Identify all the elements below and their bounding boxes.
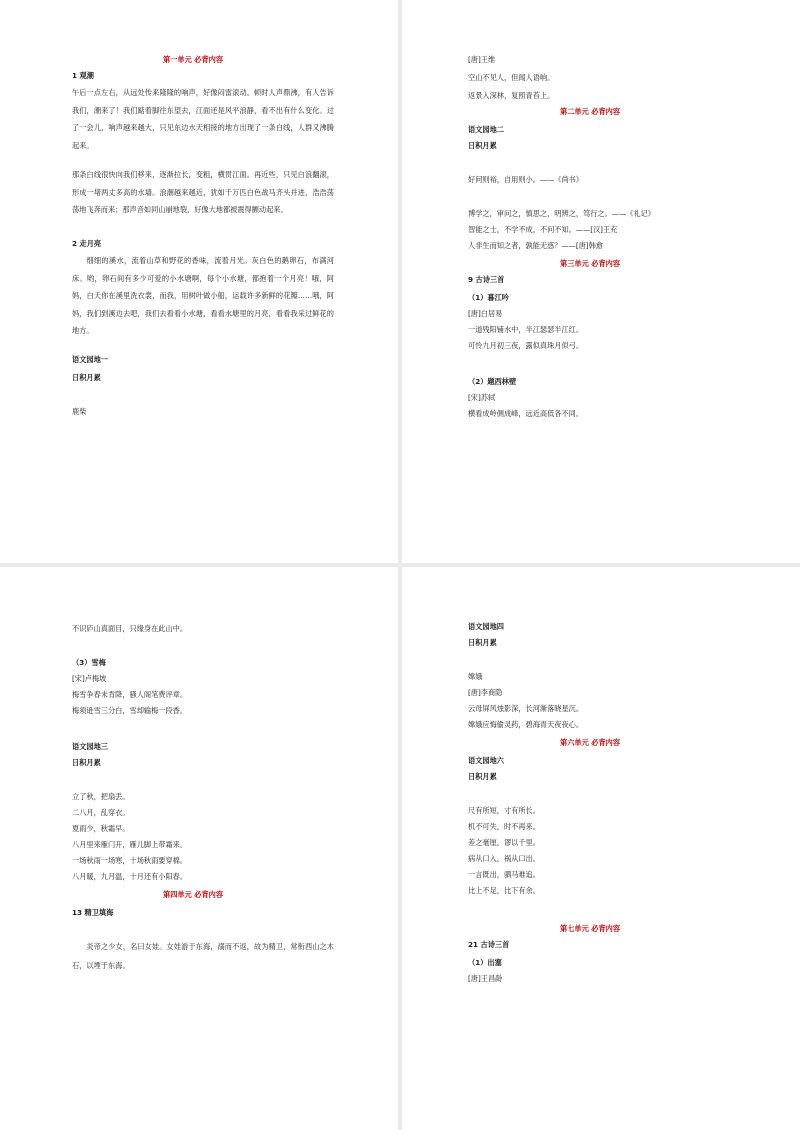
- poem-author: [唐]王维: [468, 55, 496, 64]
- poem-line: 空山不见人，但闻人语响。: [468, 73, 555, 82]
- poem-line: 梅须逊雪三分白，雪却输梅一段香。: [72, 706, 188, 715]
- unit-heading: 第二单元 必背内容: [560, 107, 621, 116]
- page-4: [402, 567, 800, 1130]
- poem-title: （3）雪梅: [72, 658, 106, 667]
- poem-title: 嫦娥: [468, 672, 483, 681]
- saying: 二八月，乱穿衣。: [72, 808, 130, 817]
- lesson-title: 9 古诗三首: [468, 275, 505, 284]
- unit-heading: 第一单元 必背内容: [163, 55, 224, 64]
- saying: 一场秋雨一场寒，十场秋雨要穿棉。: [72, 856, 188, 865]
- paragraph: 细细的溪水，流着山草和野花的香味，流着月光。灰白色的鹅卵石，布满河床。哟，卵石间有多少可爱的小水塘啊，每个小水塘，都抱着一个月亮！哦，阿妈，白天你在溪里洗衣裳，而我，用树叶做小船，运载许多新鲜的花瓣……哦，阿妈，我们到溪边去吧，我们去看看小水塘，看看水塘里的月亮，看看我采过鲜花的地方。: [72, 256, 334, 335]
- page-3: [0, 567, 398, 1130]
- poem-line: 云母屏风烛影深，长河渐落晓星沉。: [468, 704, 584, 713]
- saying: 尺有所短，寸有所长。: [468, 806, 540, 815]
- poem-title: （1）出塞: [468, 958, 502, 967]
- quote: 智能之士，不学不成，不问不知。——[汉]王充: [468, 225, 618, 234]
- saying: 一言既出，驷马难追。: [468, 870, 540, 879]
- lesson-title: 2 走月亮: [72, 239, 102, 248]
- unit-heading: 第三单元 必背内容: [560, 259, 621, 268]
- poem-author: [唐]王昌龄: [468, 974, 503, 983]
- poem-line: 可怜九月初三夜，露似真珠月似弓。: [468, 341, 584, 350]
- poem-line: 横看成岭侧成峰，远近高低各不同。: [468, 409, 584, 418]
- poem-line: 返景入深林，复照青苔上。: [468, 91, 555, 100]
- quote: 博学之，审问之，慎思之，明辨之，笃行之。——《礼记》: [468, 209, 655, 218]
- poem-title: （1）暮江吟: [468, 293, 509, 302]
- section-subtitle: 日积月累: [468, 638, 497, 647]
- page-1: [0, 0, 398, 563]
- paragraph: 那条白线很快向我们移来，逐渐拉长，变粗，横贯江面。再近些，只见白浪翻滚，形成一堵两丈多高的水墙。浪潮越来越近，犹如千万匹白色战马齐头并进，浩浩荡荡地飞奔而来；那声音如同山崩地裂，好像大地都被震得颤动起来。: [72, 170, 334, 214]
- unit-heading: 第四单元 必背内容: [163, 890, 224, 899]
- poem-author: [宋]卢梅坡: [72, 674, 107, 683]
- lesson-title: 1 观潮: [72, 71, 94, 80]
- paragraph: 午后一点左右，从远处传来隆隆的响声，好像闷雷滚动。顿时人声鼎沸，有人告诉我们，潮来了！我们踮着脚往东望去，江面还是风平浪静，看不出有什么变化。过了一会儿，响声越来越大，只见东边水天相接的地方出现了一条白线，人群又沸腾起来。: [72, 88, 334, 150]
- section-title: 语文园地四: [468, 622, 504, 631]
- poem-author: [唐]白居易: [468, 309, 503, 318]
- section-title: 语文园地三: [72, 742, 108, 751]
- page-2: [402, 0, 800, 563]
- section-subtitle: 日积月累: [468, 141, 497, 150]
- saying: 病从口入，祸从口出。: [468, 854, 540, 863]
- unit-heading: 第七单元 必背内容: [560, 924, 621, 933]
- poem-title: （2）题西林壁: [468, 377, 517, 386]
- saying: 差之毫厘，谬以千里。: [468, 838, 540, 847]
- lesson-title: 13 精卫填海: [72, 908, 114, 917]
- quote: 人非生而知之者，孰能无惑？——[唐]韩愈: [468, 241, 603, 250]
- saying: 夏雨少，秋霜早。: [72, 824, 130, 833]
- saying: 立了秋，把扇丢。: [72, 792, 130, 801]
- saying: 机不可失，时不再来。: [468, 822, 540, 831]
- poem-author: [唐]李商隐: [468, 688, 503, 697]
- section-subtitle: 日积月累: [72, 373, 101, 382]
- unit-heading: 第六单元 必背内容: [560, 738, 621, 747]
- poem-line: 梅雪争春未肯降，骚人阁笔费评章。: [72, 690, 188, 699]
- quote: 好问则裕，自用则小。——《尚书》: [468, 175, 584, 184]
- saying: 八月暖，九月温，十月还有小阳春。: [72, 872, 188, 881]
- poem-title: 鹿柴: [72, 407, 87, 416]
- poem-line: 一道残阳铺水中，半江瑟瑟半江红。: [468, 325, 584, 334]
- section-title: 语文园地二: [468, 125, 504, 134]
- lesson-title: 21 古诗三首: [468, 940, 510, 949]
- section-title: 语文园地一: [72, 355, 108, 364]
- poem-line: 不识庐山真面目，只缘身在此山中。: [72, 624, 188, 633]
- saying: 比上不足，比下有余。: [468, 886, 540, 895]
- poem-line: 嫦娥应悔偷灵药，碧海青天夜夜心。: [468, 720, 584, 729]
- poem-author: [宋]苏轼: [468, 393, 496, 402]
- section-subtitle: 日积月累: [468, 772, 497, 781]
- section-title: 语文园地六: [468, 756, 504, 765]
- section-subtitle: 日积月累: [72, 758, 101, 767]
- classical-text: 炎帝之少女，名曰女娃。女娃游于东海，溺而不返，故为精卫，常衔西山之木石，以堙于东海。: [72, 942, 334, 970]
- saying: 八月里来雁门开，雁儿脚上带霜来。: [72, 840, 188, 849]
